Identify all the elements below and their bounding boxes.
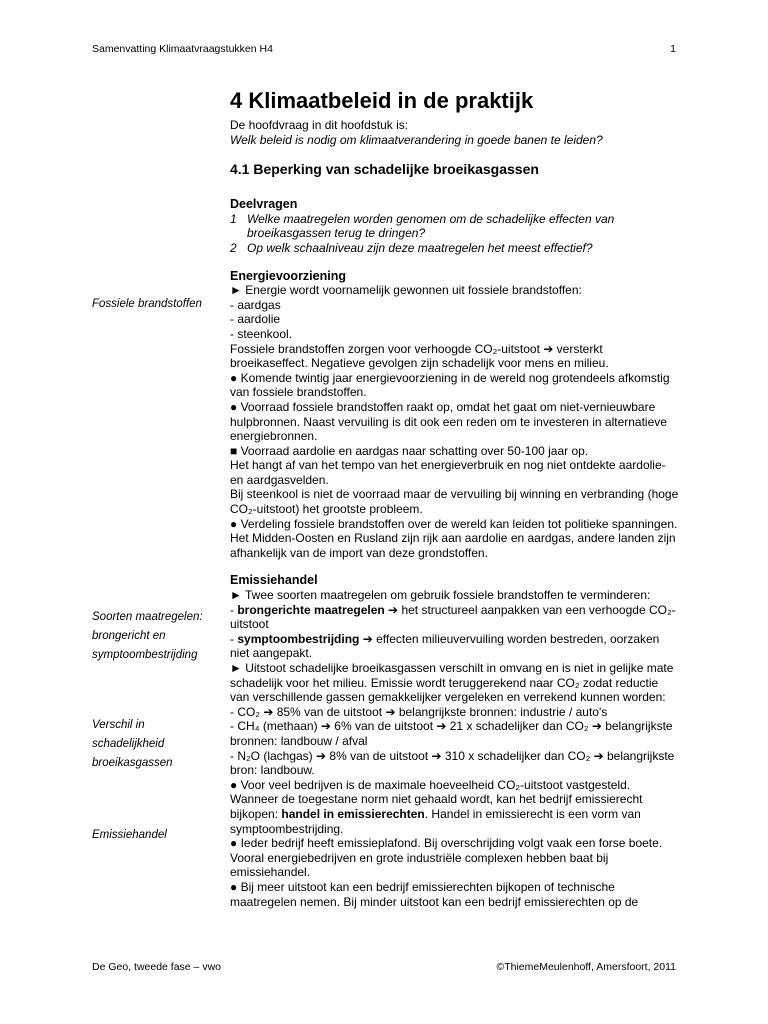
margin-note-line: brongericht en (92, 630, 166, 642)
subquestion-number: 2 (230, 240, 237, 255)
energy-line: - steenkool. (230, 326, 293, 341)
energy-line: ● Verdeling fossiele brandstoffen over de wereld kan leiden tot politieke spanningen. Het Midden-Oosten en Rusland zijn rijk aan aardolie en aardgas, andere landen zijn afhankelijk van de import van deze grondstoffen. (230, 516, 678, 560)
gas-ch4: - CH₄ (methaan) ➔ 6% van de uitstoot ➔ 21 x schadelijker dan CO₂ ➔ belangrijkste bronnen: landbouw / afval (230, 719, 673, 748)
page-number: 1 (670, 43, 676, 55)
energy-line: - aardolie (230, 312, 281, 327)
emission-intro: ► Twee soorten maatregelen om gebruik fossiele brandstoffen te verminderen: (230, 588, 651, 603)
spacer (230, 560, 680, 573)
emission-paragraph: ► Uitstoot schadelijke broeikasgassen verschilt in omvang en is niet in gelijke mate schadelijk voor het milieu. Emissie wordt teruggerekend naar CO₂ zodat reductie van verschillende gassen gemakkelijker vergeleken en verrekend kunnen worden: (230, 661, 674, 705)
main-question: Welk beleid is nodig om klimaatverandering in goede banen te leiden? (230, 132, 603, 147)
margin-note: Fossiele brandstoffen (92, 298, 202, 310)
page-header (92, 43, 676, 55)
emission-paragraph: ● Bij meer uitstoot kan een bedrijf emissierechten bijkopen of technische maatregelen nemen. Bij minder uitstoot kan een bedrijf emissierechten op de (230, 879, 639, 909)
gas-n2o: - N₂O (lachgas) ➔ 8% van de uitstoot ➔ 310 x schadelijker dan CO₂ ➔ belangrijkste bron: landbouw. (230, 748, 675, 778)
subquestions-heading: Deelvragen (230, 197, 298, 212)
energy-line: ■ Voorraad aardolie en aardgas naar schatting over 50-100 jaar op. (230, 443, 589, 458)
measure-prefix: - (230, 602, 238, 617)
margin-note-line: Soorten maatregelen: (92, 611, 203, 623)
emission-heading: Emissiehandel (230, 573, 318, 588)
energy-line: Het hangt af van het tempo van het energieverbruik en nog niet ontdekte aardolie- en aardgasvelden. (230, 458, 666, 487)
emission-paragraph (230, 778, 680, 836)
energy-line: Fossiele brandstoffen zorgen voor verhoogde CO₂-uitstoot ➔ versterkt broeikaseffect. Negatieve gevolgen zijn schadelijk voor mens en milieu. (230, 341, 609, 371)
energy-line: ● Komende twintig jaar energievoorziening in de wereld nog grotendeels afkomstig van fossiele brandstoffen. (230, 370, 670, 400)
subquestion (230, 212, 680, 241)
subquestion (230, 241, 680, 256)
margin-note (92, 608, 217, 665)
text-part: . Handel in emissierecht is een vorm van symptoombestrijding. (230, 806, 641, 836)
subquestion-text: Welke maatregelen worden genomen om de schadelijke effecten van broeikasgassen terug te dringen? (247, 211, 615, 241)
header-title: Samenvatting Klimaatvraagstukken H4 (92, 43, 273, 55)
section-title: 4.1 Beperking van schadelijke broeikasgassen (230, 161, 539, 178)
margin-note-line: Verschil in (92, 719, 145, 731)
bold-term: handel in emissierechten (281, 806, 425, 821)
measure-desc: ➔ effecten milieuvervuiling worden bestreden, oorzaken niet aangepakt. (230, 631, 660, 661)
measure-symptom (230, 632, 680, 661)
page-footer (92, 961, 676, 973)
energy-heading: Energievoorziening (230, 268, 346, 283)
spacer (230, 256, 680, 269)
energy-line: Bij steenkool is niet de voorraad maar de vervuiling bij winning en verbranding (hoge CO₂-uitstoot) het grootste probleem. (230, 487, 679, 517)
energy-line: - aardgas (230, 297, 281, 312)
margin-note-line: schadelijkheid (92, 738, 165, 750)
text-part: ● Voor veel bedrijven is de maximale hoeveelheid CO₂-uitstoot vastgesteld. Wanneer de toegestane norm niet gehaald wordt, kan het bedrijf emissierecht bijkopen: (230, 777, 643, 821)
chapter-intro: De hoofdvraag in dit hoofdstuk is: (230, 118, 409, 132)
energy-line: ● Voorraad fossiele brandstoffen raakt op, omdat het gaat om niet-vernieuwbare hulpbronnen. Naast vervuiling is dit ook een reden om te investeren in alternatieve energiebronnen. (230, 399, 667, 444)
subquestion-number: 1 (230, 211, 237, 226)
energy-line: ► Energie wordt voornamelijk gewonnen uit fossiele brandstoffen: (230, 283, 582, 298)
main-content (230, 88, 680, 909)
footer-copyright: ©ThiemeMeulenhoff, Amersfoort, 2011 (496, 961, 676, 973)
measure-term: symptoombestrijding (237, 631, 360, 646)
measure-source (230, 603, 680, 632)
gas-co2: - CO₂ ➔ 85% van de uitstoot ➔ belangrijkste bronnen: industrie / auto's (230, 704, 608, 719)
measure-term: brongerichte maatregelen (237, 602, 385, 617)
emission-paragraph: ● Ieder bedrijf heeft emissieplafond. Bij overschrijding volgt vaak een forse boete. Vooral energiebedrijven en grote industriële complexen hebben baat bij emissiehandel. (230, 836, 663, 880)
measure-desc: ➔ het structureel aanpakken van een verhoogde CO₂-uitstoot (230, 602, 676, 632)
footer-left: De Geo, tweede fase – vwo (92, 961, 221, 973)
measure-prefix: - (230, 631, 238, 646)
subquestion-text: Op welk schaalniveau zijn deze maatregelen het meest effectief? (247, 240, 593, 255)
margin-note-line: symptoombestrijding (92, 649, 198, 661)
margin-note-line: broeikasgassen (92, 757, 173, 769)
margin-note: Emissiehandel (92, 829, 167, 841)
chapter-title: 4 Klimaatbeleid in de praktijk (230, 88, 534, 113)
margin-note (92, 716, 217, 773)
